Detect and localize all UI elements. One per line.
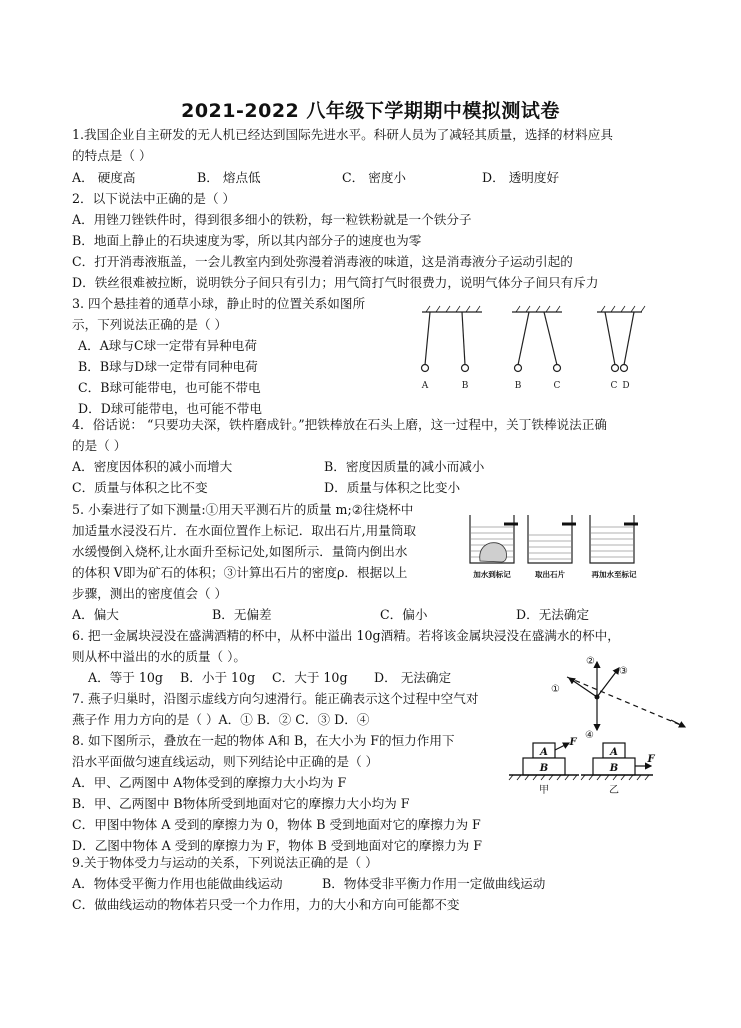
q8-stem-line-2: 沿水平面做匀速直线运动，则下列结论中正确的是（ ） (72, 754, 379, 769)
q1-options (72, 167, 672, 188)
q5-stem-line-2: 加适量水浸没石片．在水面位置作上标记．取出石片,用量筒取 (72, 523, 417, 538)
q8-option-a: A．甲、乙两图中 A物体受到的摩擦力大小均为 F (72, 775, 347, 790)
q6-option-b: B．小于 10g (180, 670, 256, 685)
q4-option-b: B．密度因质量的减小而减小 (324, 459, 485, 474)
q1-stem-line-2: 的特点是（ ） (72, 148, 152, 163)
q5-stem-line-5: 步骤，测出的密度值会（ ） (72, 586, 228, 601)
q9-option-a: A．物体受平衡力作用也能做曲线运动 (72, 876, 283, 891)
stone-icon (480, 543, 507, 562)
q2-option-a: A．用锉刀锉铁件时，得到很多细小的铁粉，每一粒铁粉就是一个铁分子 (72, 212, 472, 227)
q3-figure-hanging-balls (412, 300, 652, 410)
q3-label: B (461, 381, 469, 391)
q8-label-a: A (610, 747, 618, 758)
q6-options (88, 667, 528, 688)
q8-option-d: D．乙图中物体 A 受到的摩擦力为 F，物体 B 受到地面对它的摩擦力为 F (72, 838, 482, 853)
q5-caption: 再加水至标记 (591, 570, 637, 579)
q3-option-c: C．B球可能带电，也可能不带电 (78, 380, 261, 395)
q8-label-b: B (539, 763, 549, 774)
q8-option-b: B．甲、乙两图中 B物体所受到地面对它的摩擦力大小均为 F (72, 796, 410, 811)
q3-stem-line-1: 3. 四个悬挂着的通草小球，静止时的位置关系如图所 (72, 296, 366, 311)
q4-option-a: A．密度因体积的减小而增大 (72, 459, 233, 474)
q1-option-a: A． 硬度高 (72, 170, 136, 185)
q4-option-c: C．质量与体积之比不变 (72, 480, 208, 495)
q1-option-b: B． 熔点低 (197, 170, 261, 185)
q7-label-1: ① (551, 684, 560, 695)
q8-caption-jia: 甲 (539, 785, 549, 796)
q4-stem: 4．俗话说： “只要功夫深，铁杵磨成针。”把铁棒放在石头上磨，这一过程中，关丁铁棒说法正确 (72, 417, 607, 432)
q5-stem-line-3: 水缓慢倒入烧杯,让水面升至标记处,如图所示．量筒内倒出水 (72, 544, 408, 559)
q3-label: B (514, 381, 522, 391)
q8-caption-yi: 乙 (609, 785, 619, 796)
q8-option-c: C．甲图中物体 A 受到的摩擦力为 0，物体 B 受到地面对它的摩擦力为 F (72, 817, 481, 832)
q5-option-d: D．无法确定 (516, 607, 590, 622)
q7-label-3: ③ (619, 666, 628, 677)
q5-caption: 加水到标记 (473, 570, 511, 579)
q3-label: D (622, 381, 630, 391)
q9-stem: 9.关于物体受力与运动的关系，下列说法正确的是（ ） (72, 855, 378, 870)
q5-options (72, 604, 692, 625)
q5-stem-line-4: 的体积 V即为矿石的体积；③计算出石片的密度ρ．根据以上 (72, 565, 408, 580)
q9-option-c: C．做曲线运动的物体若只受一个力作用，力的大小和方向可能都不变 (72, 897, 460, 912)
q9-option-b: B．物体受非平衡力作用一定做曲线运动 (322, 876, 546, 891)
q8-label-a: A (540, 747, 548, 758)
q1-option-d: D． 透明度好 (482, 170, 560, 185)
q3-option-a: A．A球与C球一定带有异种电荷 (78, 338, 257, 353)
q6-option-c: C．大于 10g (272, 670, 348, 685)
q2-option-c: C．打开消毒液瓶盖，一会儿教室内到处弥漫着消毒液的味道，这是消毒液分子运动引起的 (72, 254, 573, 269)
q9-options-row-1 (72, 873, 692, 894)
q3-label: A (421, 381, 429, 391)
q7-label-4: ④ (585, 730, 594, 741)
q8-stem-line-1: 8. 如下图所示，叠放在一起的物体 A和 B，在大小为 F的恒力作用下 (72, 733, 455, 748)
q4-options-row-1 (72, 456, 672, 477)
q3-label: C (610, 381, 618, 391)
q2-option-d: D．铁丝很难被拉断，说明铁分子间只有引力；用气筒打气时很费力，说明气体分子间只有斥力 (72, 275, 599, 290)
q5-option-c: C．偏小 (380, 607, 428, 622)
q6-stem-line-2: 则从杯中溢出的水的质量（ ）。 (72, 649, 247, 664)
q7-stem-line-2: 燕子作 用力方向的是（ ）A．① B．② C．③ D．④ (72, 712, 370, 727)
q5-option-a: A．偏大 (72, 607, 119, 622)
q8-figure-stacked-blocks (505, 735, 685, 800)
q8-label-f: F (647, 754, 655, 765)
q3-option-b: B．B球与D球一定带有同种电荷 (78, 359, 258, 374)
q4-option-d: D．质量与体积之比变小 (324, 480, 461, 495)
q3-option-d: D．D球可能带电，也可能不带电 (78, 401, 262, 416)
page-title: 2021-2022 八年级下学期期中模拟测试卷 (181, 100, 560, 122)
q6-stem-line-1: 6. 把一金属块浸没在盛满酒精的杯中，从杯中溢出 10g酒精。若将该金属块浸没在盛满水的杯中， (72, 628, 620, 643)
q4-stem-2: 的是（ ） (72, 438, 127, 453)
q2-option-b: B．地面上静止的石块速度为零，所以其内部分子的速度也为零 (72, 233, 422, 248)
q7-label-2: ② (586, 656, 595, 667)
q4-options-row-2 (72, 477, 672, 498)
q5-figure-beakers (462, 505, 662, 585)
q3-stem-line-2: 示，下列说法正确的是（ ） (72, 317, 228, 332)
q6-option-d: D． 无法确定 (374, 670, 452, 685)
q5-option-b: B．无偏差 (212, 607, 272, 622)
q1-stem-line-1: 1.我国企业自主研发的无人机已经达到国际先进水平。科研人员为了减轻其质量，选择的材料应具 (72, 127, 613, 142)
q5-stem-line-1: 5. 小秦进行了如下测量:①用天平测石片的质量 m;②往烧杯中 (72, 502, 414, 517)
q7-stem-line-1: 7. 燕子归巢时，沿图示虚线方向匀速滑行。能正确表示这个过程中空气对 (72, 691, 479, 706)
q3-label: C (553, 381, 561, 391)
q1-option-c: C． 密度小 (342, 170, 407, 185)
q5-caption: 取出石片 (535, 570, 565, 579)
q8-label-f: F (569, 737, 577, 748)
q8-label-b: B (609, 763, 619, 774)
q2-stem: 2．以下说法中正确的是（ ） (72, 191, 236, 206)
q6-option-a: A．等于 10g (88, 670, 163, 685)
